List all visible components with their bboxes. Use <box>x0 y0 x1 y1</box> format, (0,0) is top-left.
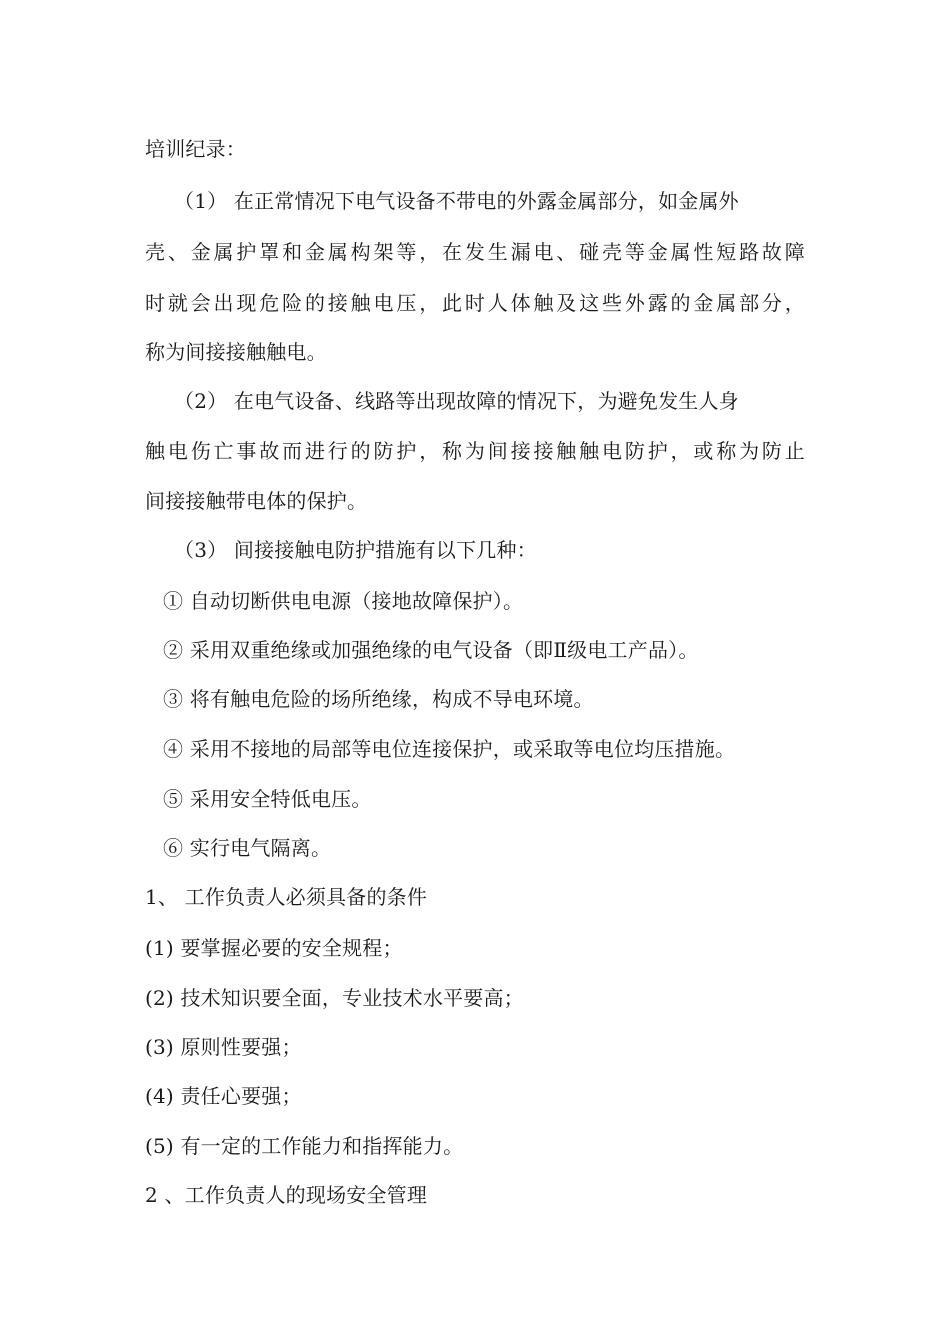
section2-line-3: 间接接触带电体的保护。 <box>145 489 368 513</box>
section1-line-1: （1） 在正常情况下电气设备不带电的外露金属部分，如金属外 <box>174 189 739 213</box>
management-title: 2 、工作负责人的现场安全管理 <box>145 1183 428 1207</box>
document-heading: 培训纪录： <box>145 137 246 161</box>
measure-item-5: ⑤ 采用安全特低电压。 <box>163 787 372 811</box>
measure-item-2: ② 采用双重绝缘或加强绝缘的电气设备（即Ⅱ级电工产品）。 <box>163 638 699 662</box>
condition-item-5: (5) 有一定的工作能力和指挥能力。 <box>145 1134 464 1158</box>
section1-line-4: 称为间接接触触电。 <box>145 340 327 364</box>
section1-line-2: 壳、金属护罩和金属构架等，在发生漏电、碰壳等金属性短路故障 <box>145 240 805 264</box>
section3-intro: （3） 间接接触电防护措施有以下几种： <box>174 538 537 562</box>
conditions-title: 1、 工作负责人必须具备的条件 <box>145 885 428 909</box>
measure-item-1: ① 自动切断供电电源（接地故障保护）。 <box>163 589 524 613</box>
section2-line-1: （2） 在电气设备、线路等出现故障的情况下，为避免发生人身 <box>174 389 739 413</box>
section1-line-3: 时就会出现危险的接触电压，此时人体触及这些外露的金属部分， <box>145 291 805 315</box>
measure-item-3: ③ 将有触电危险的场所绝缘，构成不导电环境。 <box>163 687 594 711</box>
condition-item-2: (2) 技术知识要全面，专业技术水平要高； <box>145 986 524 1010</box>
measure-item-6: ⑥ 实行电气隔离。 <box>163 836 332 860</box>
condition-item-4: (4) 责任心要强； <box>145 1084 302 1108</box>
condition-item-3: (3) 原则性要强； <box>145 1035 302 1059</box>
measure-item-4: ④ 采用不接地的局部等电位连接保护，或采取等电位均压措施。 <box>163 737 736 761</box>
condition-item-1: (1) 要掌握必要的安全规程； <box>145 936 403 960</box>
section2-line-2: 触电伤亡事故而进行的防护，称为间接接触触电防护，或称为防止 <box>145 439 805 463</box>
